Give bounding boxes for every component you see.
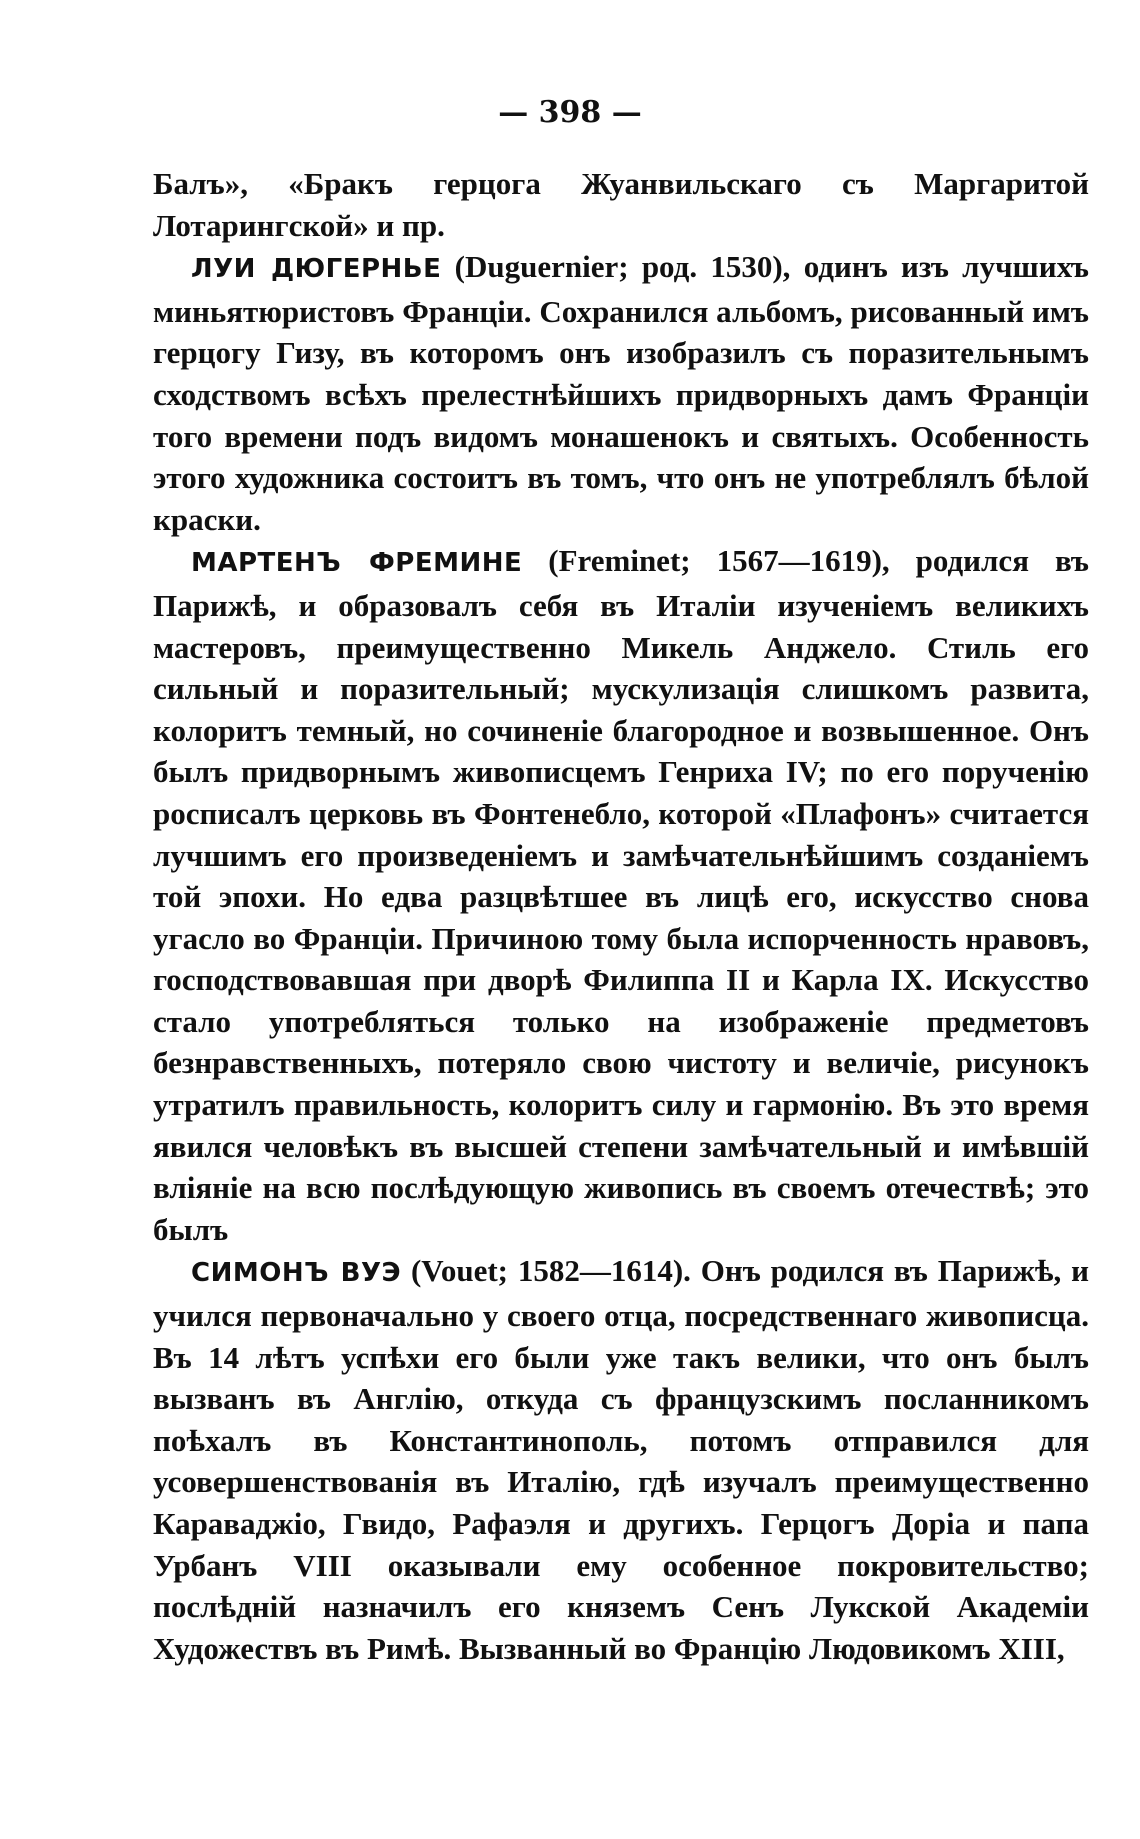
entry-vouet	[153, 1250, 1089, 1669]
paragraph-continuation	[153, 163, 1089, 246]
body-text	[153, 163, 1089, 1669]
artist-name: ЛУИ ДЮГЕРНЬЕ	[191, 254, 442, 285]
entry-duguernier	[153, 246, 1089, 540]
entry-freminet	[153, 540, 1089, 1250]
entry-text: (Vouet; 1582—1614). Онъ родился въ Парижѣ, и учился первоначально у своего отца, посредственнаго живописца. Въ 14 лѣтъ успѣхи его были уже такъ велики, что онъ былъ вызванъ въ Англію, откуда съ французскимъ посланникомъ поѣхалъ въ Константинополь, потомъ отправился для усовершенствованія въ Италію, гдѣ изучалъ преимущественно Караваджіо, Гвидо, Рафаэля и другихъ. Герцогъ Доріа и папа Урбанъ VIII оказывали ему особенное покровительство; послѣдній назначилъ его княземъ Сенъ Лукской Академіи Художествъ въ Римѣ. Вызванный во Францію Людовикомъ XIII,	[153, 1253, 1089, 1666]
paragraph-text: Балъ», «Бракъ герцога Жуанвильскаго съ Маргаритой Лотарингской» и пр.	[153, 166, 1089, 243]
page-number: — 398 —	[498, 95, 642, 130]
entry-text: (Freminet; 1567—1619), родился въ Парижѣ, и образовалъ себя въ Италіи изученіемъ великихъ мастеровъ, преимущественно Микель Анджело. Стиль его сильный и поразительный; мускулизація слишкомъ развита, колоритъ темный, но сочиненіе благородное и возвышенное. Онъ былъ придворнымъ живописцемъ Генриха IV; по его порученію росписалъ церковь въ Фонтенебло, которой «Плафонъ» считается лучшимъ его произведеніемъ и замѣчательнѣйшимъ созданіемъ той эпохи. Но едва разцвѣтшее въ лицѣ его, искусство снова угасло во Франціи. Причиною тому была испорченность нравовъ, господствовавшая при дворѣ Филиппа II и Карла IX. Искусство стало употребляться только на изображеніе предметовъ безнравственныхъ, потеряло свою чистоту и величіе, рисунокъ утратилъ правильность, колоритъ силу и гармонію. Въ это время явился человѣкъ въ высшей степени замѣчательный и имѣвшій вліяніе на всю послѣдующую живопись въ своемъ отечествѣ; это былъ	[153, 543, 1090, 1247]
entry-text: (Duguernier; род. 1530), одинъ изъ лучшихъ миньятюристовъ Франціи. Сохранился альбомъ, рисованный имъ герцогу Гизу, въ которомъ онъ изобразилъ съ поразительнымъ сходствомъ всѣхъ прелестнѣйшихъ придворныхъ дамъ Франціи того времени подъ видомъ монашенокъ и святыхъ. Особенность этого художника состоитъ въ томъ, что онъ не употреблялъ бѣлой краски.	[153, 249, 1089, 537]
artist-name: СИМОНЪ ВУЭ	[191, 1258, 402, 1289]
artist-name: МАРТЕНЪ ФРЕМИНЕ	[191, 548, 523, 579]
